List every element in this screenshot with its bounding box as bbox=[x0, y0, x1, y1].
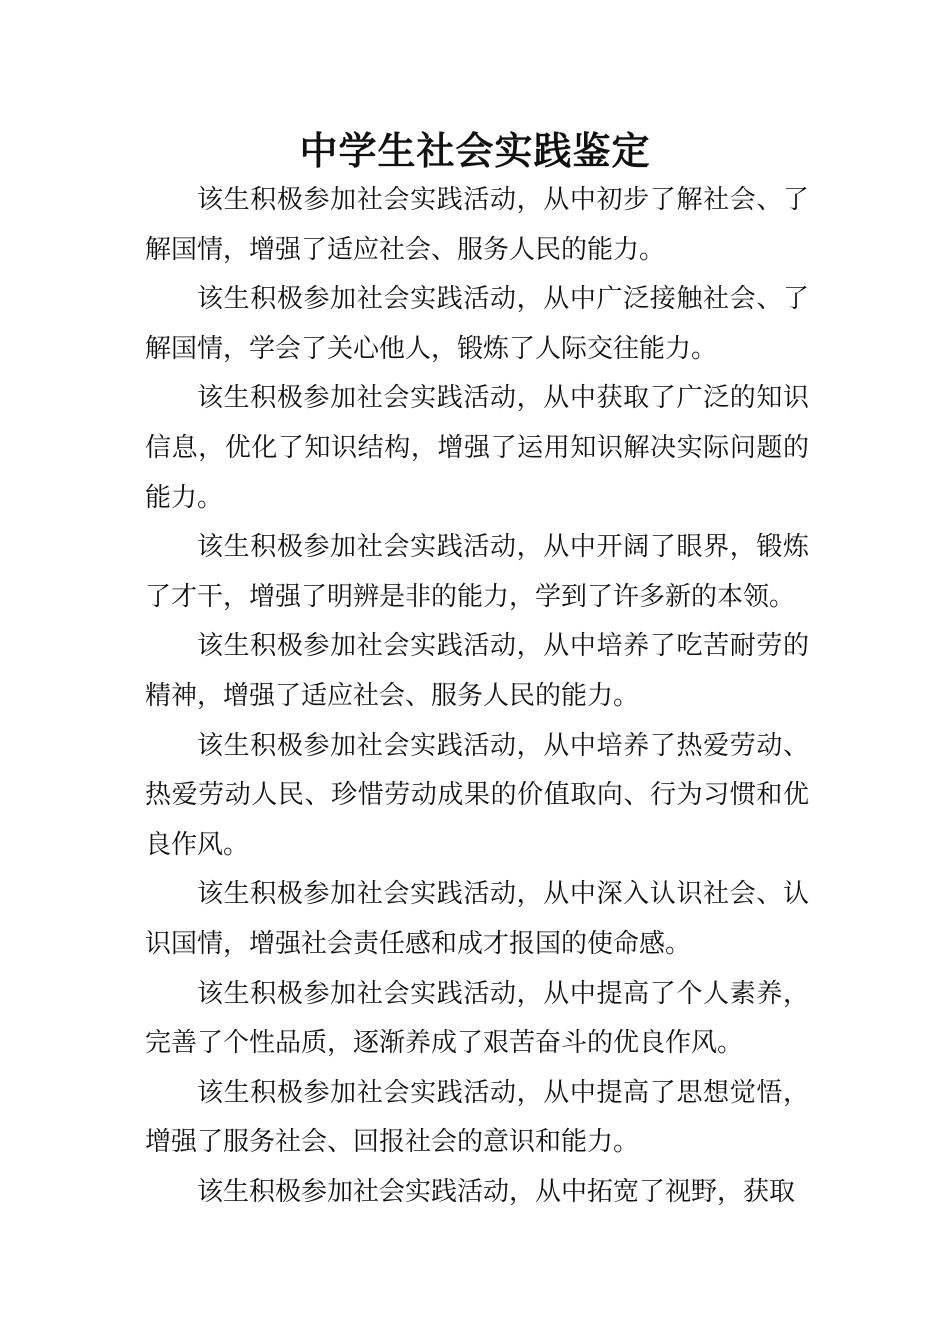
paragraph: 该生积极参加社会实践活动，从中拓宽了视野，获取 bbox=[197, 1176, 796, 1207]
document-body bbox=[145, 176, 809, 1217]
paragraph: 该生积极参加社会实践活动，从中初步了解社会、了解国情，增强了适应社会、服务人民的能力。 bbox=[145, 185, 809, 265]
paragraph: 该生积极参加社会实践活动，从中广泛接触社会、了解国情，学会了关心他人，锻炼了人际交往能力。 bbox=[145, 284, 809, 364]
paragraph: 该生积极参加社会实践活动，从中提高了思想觉悟，增强了服务社会、回报社会的意识和能力。 bbox=[145, 1077, 809, 1158]
paragraph: 该生积极参加社会实践活动，从中提高了个人素养，完善了个性品质，逐渐养成了艰苦奋斗的优良作风。 bbox=[145, 978, 809, 1059]
paragraph: 该生积极参加社会实践活动，从中深入认识社会、认识国情，增强社会责任感和成才报国的使命感。 bbox=[145, 879, 809, 959]
paragraph: 该生积极参加社会实践活动，从中开阔了眼界，锻炼了才干，增强了明辨是非的能力，学到了许多新的本领。 bbox=[145, 532, 809, 612]
paragraph: 该生积极参加社会实践活动，从中培养了吃苦耐劳的精神，增强了适应社会、服务人民的能力。 bbox=[145, 631, 809, 711]
page-title: 中学生社会实践鉴定 bbox=[299, 128, 651, 173]
paragraph: 该生积极参加社会实践活动，从中获取了广泛的知识信息，优化了知识结构，增强了运用知识解决实际问题的能力。 bbox=[145, 383, 809, 513]
paragraph: 该生积极参加社会实践活动，从中培养了热爱劳动、热爱劳动人民、珍惜劳动成果的价值取向、行为习惯和优良作风。 bbox=[145, 730, 809, 860]
